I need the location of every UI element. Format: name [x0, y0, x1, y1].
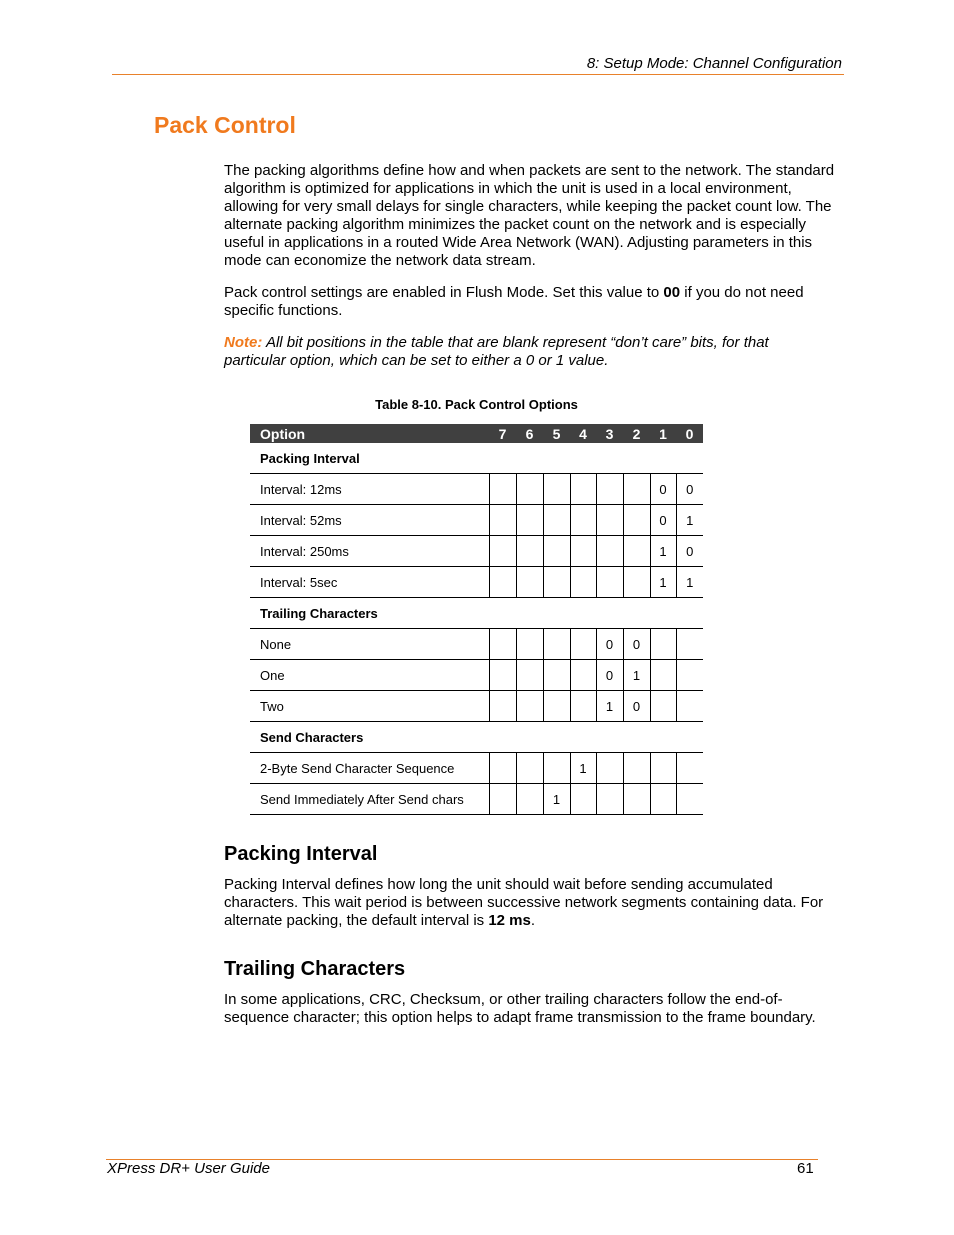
bit-cell [676, 753, 703, 784]
packing-interval-text: Packing Interval defines how long the unit should wait before sending accumulated characters. This wait period is between successive network segments containing data. For alternate packing, the default interval is [224, 876, 824, 929]
table-group-row [250, 722, 703, 753]
bit-cell [650, 660, 676, 691]
bit-cell [489, 784, 516, 815]
flush-value: 00 [663, 284, 681, 301]
bit-cell: 1 [623, 660, 650, 691]
bit-cell [570, 505, 596, 536]
bit-cell [650, 629, 676, 660]
pack-control-table [250, 424, 703, 815]
bit-cell [516, 784, 543, 815]
bit-cell [516, 629, 543, 660]
option-label: Two [250, 691, 489, 722]
bit-cell [570, 691, 596, 722]
table-row [250, 505, 703, 536]
bit-cell [676, 691, 703, 722]
bit-cell [516, 567, 543, 598]
bit-cell [596, 753, 623, 784]
bit-cell [650, 784, 676, 815]
flush-text-end: if you do not need specific functions. [224, 284, 804, 319]
bit-cell: 0 [676, 536, 703, 567]
bit-cell [489, 567, 516, 598]
bit-cell [543, 691, 570, 722]
bit-cell: 1 [650, 567, 676, 598]
bit-cell [489, 505, 516, 536]
page-title: Pack Control [154, 112, 296, 138]
header-bit-1: 1 [650, 424, 676, 443]
packing-interval-paragraph [224, 876, 844, 930]
bit-cell [516, 691, 543, 722]
header-bit-7: 7 [489, 424, 516, 443]
bit-cell: 1 [570, 753, 596, 784]
bit-cell: 0 [650, 474, 676, 505]
running-header: 8: Setup Mode: Channel Configuration [586, 55, 842, 72]
packing-interval-heading: Packing Interval [224, 843, 378, 865]
bit-cell [570, 567, 596, 598]
bit-cell [623, 784, 650, 815]
bit-cell [676, 660, 703, 691]
header-bit-3: 3 [596, 424, 623, 443]
bit-cell [623, 474, 650, 505]
bit-cell [650, 691, 676, 722]
packing-interval-text-end: . [530, 912, 536, 929]
page-number: 61 [797, 1160, 814, 1177]
bit-cell: 1 [543, 784, 570, 815]
bit-cell [516, 753, 543, 784]
bit-cell [623, 753, 650, 784]
bit-cell [623, 505, 650, 536]
table-row [250, 660, 703, 691]
bit-cell: 1 [596, 691, 623, 722]
bit-cell [543, 505, 570, 536]
header-bit-6: 6 [516, 424, 543, 443]
bit-cell: 0 [676, 474, 703, 505]
bit-cell [516, 536, 543, 567]
bit-cell [489, 474, 516, 505]
group-heading: Trailing Characters [250, 598, 703, 629]
option-label: Interval: 5sec [250, 567, 489, 598]
bit-cell [543, 660, 570, 691]
bit-cell [570, 474, 596, 505]
bit-cell [596, 474, 623, 505]
footer-doc-title: XPress DR+ User Guide [107, 1160, 270, 1177]
bit-cell [676, 629, 703, 660]
header-option: Option [250, 424, 489, 443]
bit-cell [650, 753, 676, 784]
bit-cell: 0 [596, 629, 623, 660]
option-label: Interval: 12ms [250, 474, 489, 505]
bit-cell: 1 [650, 536, 676, 567]
bit-cell [596, 505, 623, 536]
bit-cell [489, 660, 516, 691]
option-label: 2-Byte Send Character Sequence [250, 753, 489, 784]
table-row [250, 629, 703, 660]
bit-cell [543, 753, 570, 784]
bit-cell: 0 [623, 691, 650, 722]
table-caption: Table 8-10. Pack Control Options [375, 397, 578, 412]
option-label: One [250, 660, 489, 691]
bit-cell [596, 784, 623, 815]
option-label: None [250, 629, 489, 660]
bit-cell [623, 536, 650, 567]
bit-cell: 1 [676, 505, 703, 536]
table-row [250, 536, 703, 567]
trailing-characters-paragraph [224, 991, 844, 1027]
bit-cell [489, 753, 516, 784]
bit-cell [489, 629, 516, 660]
option-label: Send Immediately After Send chars [250, 784, 489, 815]
header-bit-0: 0 [676, 424, 703, 443]
bit-cell: 0 [650, 505, 676, 536]
default-interval-value: 12 ms [488, 912, 531, 929]
bit-cell [489, 536, 516, 567]
bit-cell [570, 536, 596, 567]
intro-paragraph [224, 162, 844, 270]
bit-cell [516, 505, 543, 536]
bit-cell: 0 [596, 660, 623, 691]
bit-cell [570, 660, 596, 691]
bit-cell [543, 567, 570, 598]
option-label: Interval: 250ms [250, 536, 489, 567]
trailing-characters-text: In some applications, CRC, Checksum, or other trailing characters follow the end-of-sequence character; this option helps to adapt frame transmission to the frame boundary. [224, 991, 816, 1026]
trailing-characters-heading: Trailing Characters [224, 958, 406, 980]
table-row [250, 691, 703, 722]
bit-cell [543, 474, 570, 505]
note-text: All bit positions in the table that are blank represent “don’t care” bits, for that particular option, which can be set to either a 0 or 1 value. [224, 334, 769, 369]
table-row [250, 474, 703, 505]
table-header-row [250, 424, 703, 443]
header-rule [112, 74, 844, 75]
flush-mode-paragraph [224, 284, 844, 320]
bit-cell [570, 629, 596, 660]
intro-text: The packing algorithms define how and when packets are sent to the network. The standard algorithm is optimized for applications in which the unit is used in a local environment, allowing for very small delays for single characters, while keeping the packet count low. The alternate packing algorithm minimizes the packet count on the network and is especially useful in applications in a routed Wide Area Network (WAN). Adjusting parameters in this mode can economize the network data stream. [224, 162, 835, 269]
group-heading: Send Characters [250, 722, 703, 753]
bit-cell: 1 [676, 567, 703, 598]
bit-cell [676, 784, 703, 815]
bit-cell [543, 629, 570, 660]
table-row [250, 753, 703, 784]
group-heading: Packing Interval [250, 443, 703, 474]
table-row [250, 784, 703, 815]
header-bit-4: 4 [570, 424, 596, 443]
header-bit-2: 2 [623, 424, 650, 443]
bit-cell [596, 536, 623, 567]
note-paragraph [224, 334, 769, 370]
bit-cell [596, 567, 623, 598]
bit-cell: 0 [623, 629, 650, 660]
bit-cell [570, 784, 596, 815]
table-group-row [250, 598, 703, 629]
note-label: Note: [224, 334, 263, 351]
table-row [250, 567, 703, 598]
bit-cell [543, 536, 570, 567]
bit-cell [489, 691, 516, 722]
header-bit-5: 5 [543, 424, 570, 443]
bit-cell [623, 567, 650, 598]
bit-cell [516, 474, 543, 505]
table-group-row [250, 443, 703, 474]
flush-text-start: Pack control settings are enabled in Flush Mode. Set this value to [224, 284, 664, 301]
bit-cell [516, 660, 543, 691]
option-label: Interval: 52ms [250, 505, 489, 536]
